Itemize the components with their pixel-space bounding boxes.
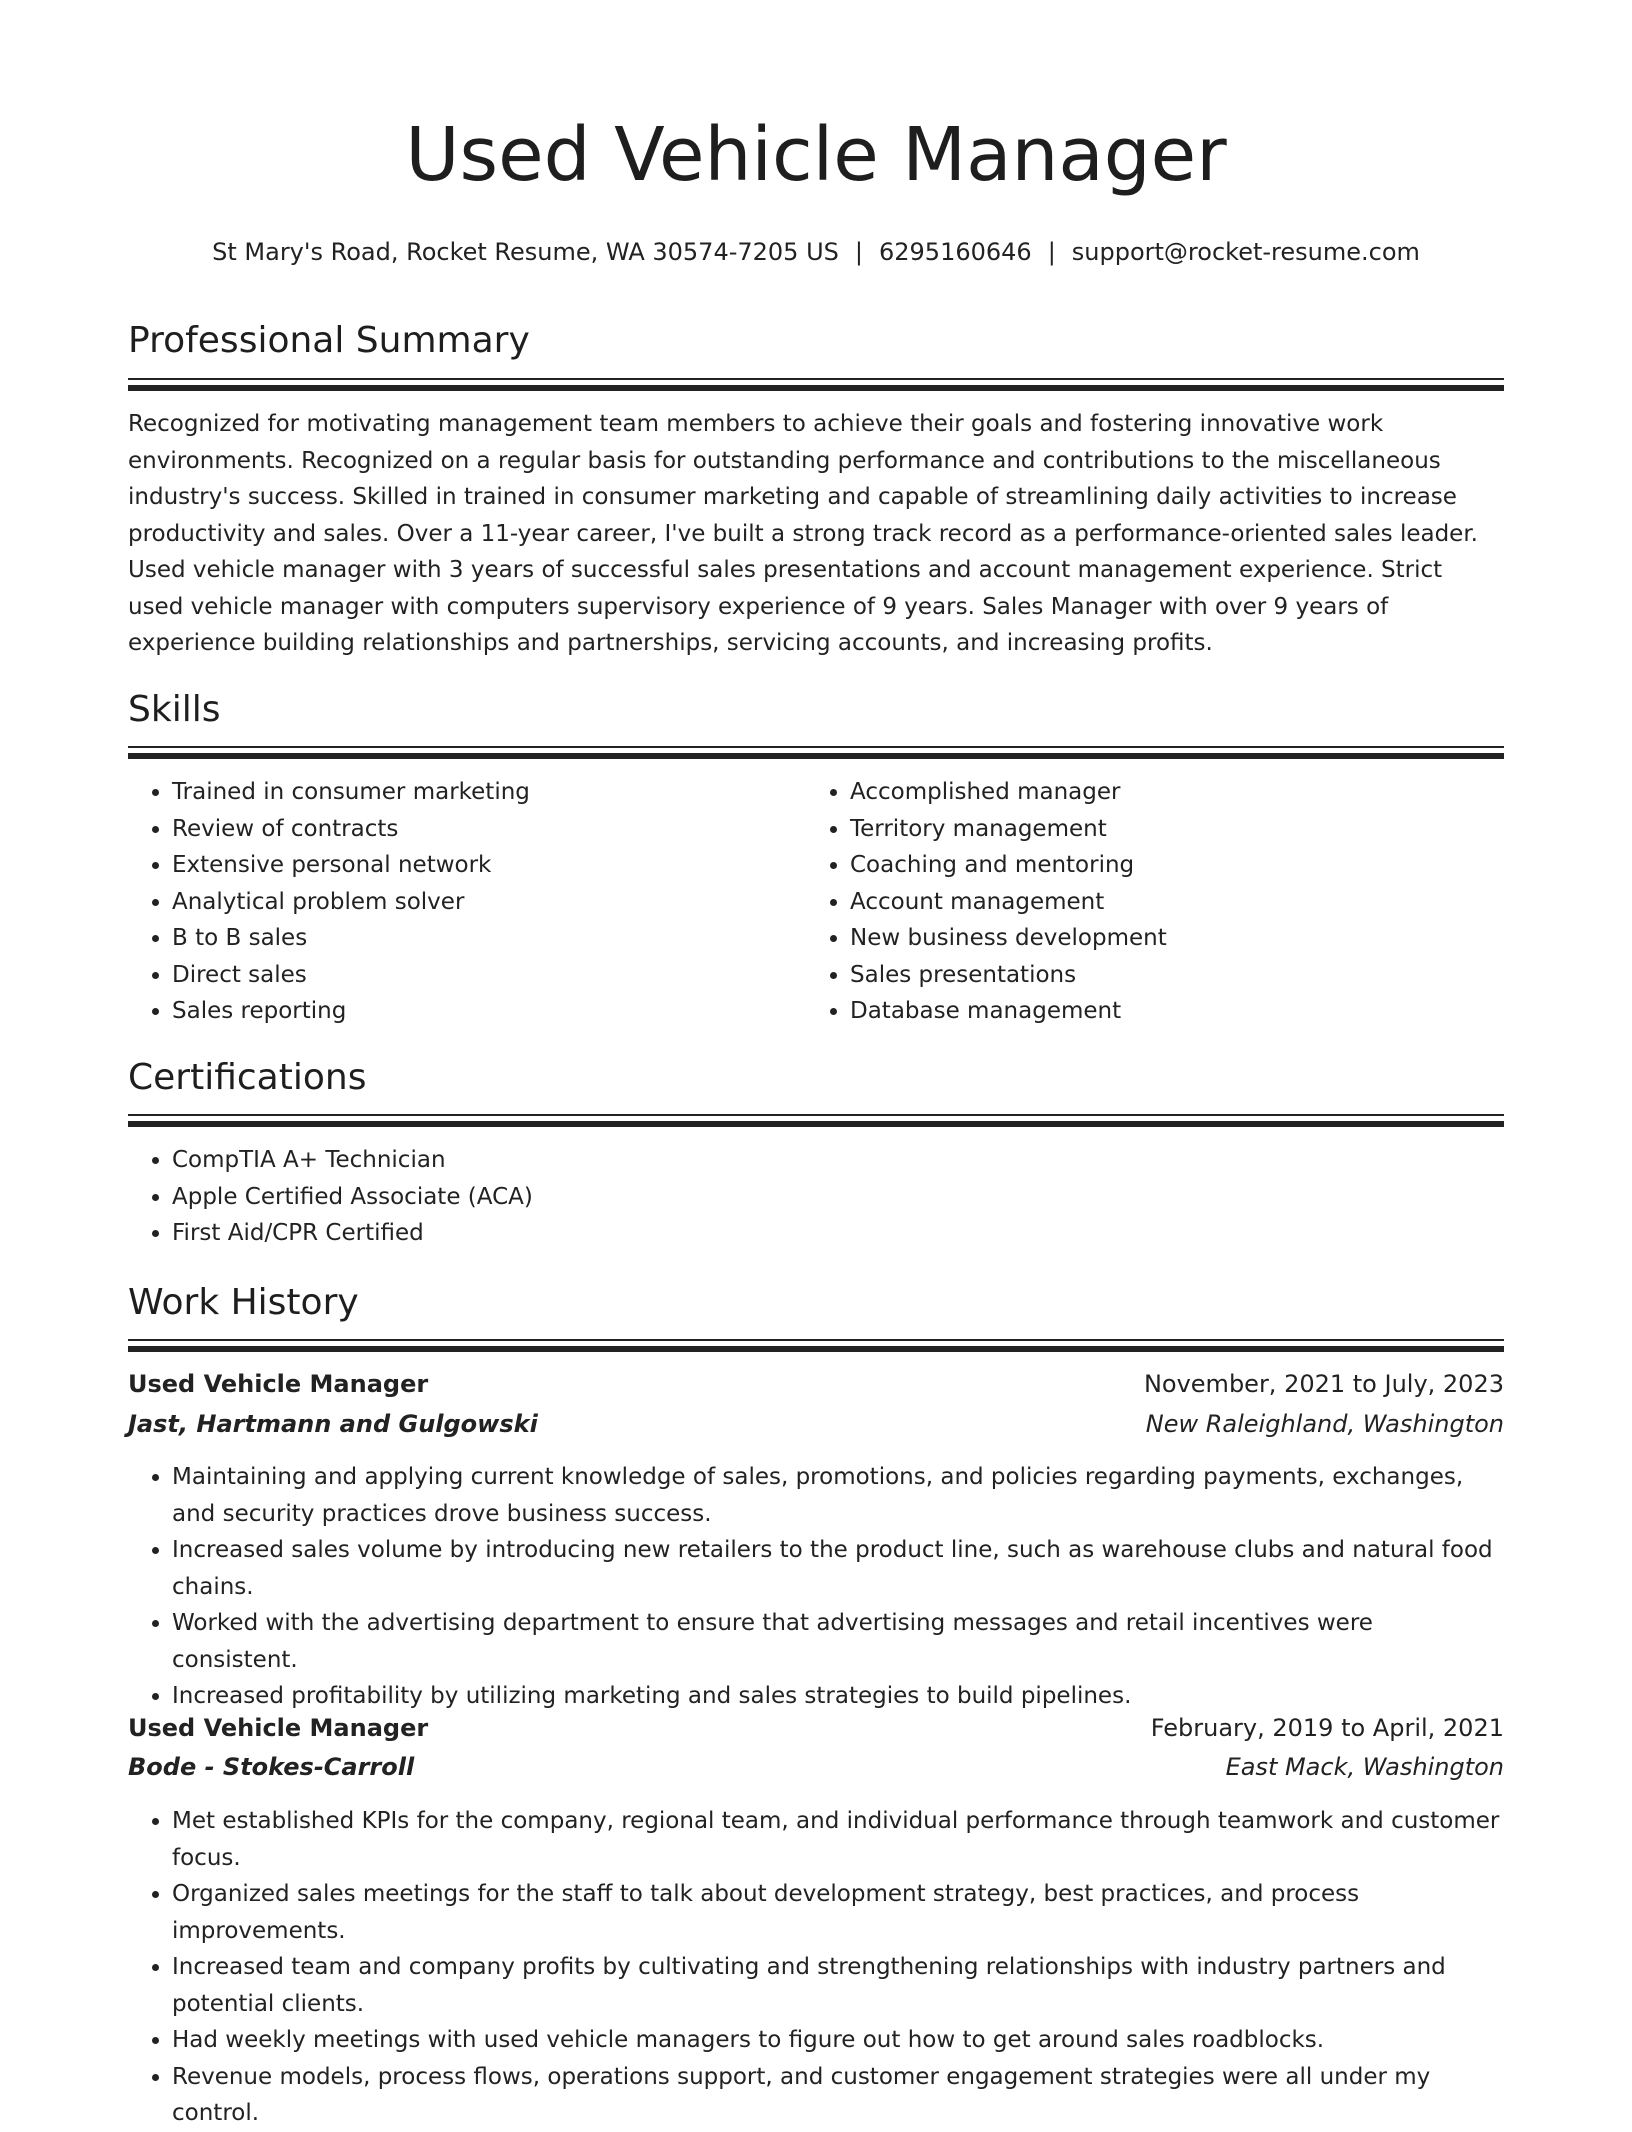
skills-right-list	[806, 774, 1446, 1030]
job-title: Used Vehicle Manager	[128, 1370, 429, 1398]
list-item: • Apple Certified Associate (ACA)	[172, 1179, 1504, 1216]
list-item: • Database management	[850, 993, 1446, 1030]
job-subheader-row	[128, 1410, 1504, 1446]
section-divider	[128, 385, 1504, 391]
list-item: • First Aid/CPR Certified	[172, 1215, 1504, 1252]
job-header-row	[128, 1370, 1504, 1406]
list-item: • Territory management	[850, 811, 1446, 848]
list-item: • Accomplished manager	[850, 774, 1446, 811]
contact-address: St Mary's Road, Rocket Resume, WA 30574-7205 US	[212, 238, 839, 266]
list-item: • Analytical problem solver	[172, 884, 768, 921]
work-section-header	[128, 1282, 1504, 1323]
list-item: • B to B sales	[172, 920, 768, 957]
summary-section-header	[128, 320, 1504, 361]
contact-email[interactable]: support@rocket-resume.com	[1071, 238, 1420, 266]
job-duties-list	[128, 1459, 1504, 1715]
section-divider	[128, 753, 1504, 759]
skills-heading: Skills	[128, 689, 221, 730]
job-title: Used Vehicle Manager	[128, 1714, 429, 1742]
contact-line	[128, 238, 1504, 266]
contact-separator: |	[854, 238, 863, 266]
job-duties-list	[128, 1803, 1504, 2132]
skills-right-column	[806, 774, 1446, 1030]
section-divider	[128, 1121, 1504, 1127]
job-company: Jast, Hartmann and Gulgowski	[128, 1410, 538, 1438]
list-item: • Revenue models, process flows, operations support, and customer engagement strategies were all under my control.	[172, 2059, 1504, 2132]
list-item: • Account management	[850, 884, 1446, 921]
list-item: • Review of contracts	[172, 811, 768, 848]
work-heading: Work History	[128, 1282, 359, 1323]
list-item: • CompTIA A+ Technician	[172, 1142, 1504, 1179]
list-item: • Coaching and mentoring	[850, 847, 1446, 884]
list-item: • Sales presentations	[850, 957, 1446, 994]
job-location: New Raleighland, Washington	[1145, 1410, 1504, 1438]
list-item: • Direct sales	[172, 957, 768, 994]
certifications-block	[128, 1142, 1504, 1252]
list-item: • Organized sales meetings for the staff to talk about development strategy, best practices, and process improvements.	[172, 1876, 1504, 1949]
skills-left-list	[128, 774, 768, 1030]
list-item: • New business development	[850, 920, 1446, 957]
section-divider	[128, 1114, 1504, 1116]
section-divider	[128, 378, 1504, 380]
job-dates: November, 2021 to July, 2023	[1143, 1370, 1504, 1398]
job-duties	[128, 1803, 1504, 2132]
list-item: • Increased profitability by utilizing marketing and sales strategies to build pipelines.	[172, 1678, 1504, 1715]
certifications-list	[128, 1142, 1504, 1252]
list-item: • Trained in consumer marketing	[172, 774, 768, 811]
contact-separator: |	[1047, 238, 1056, 266]
list-item: • Increased team and company profits by cultivating and strengthening relationships with industry partners and potential clients.	[172, 1949, 1504, 2022]
list-item: • Sales reporting	[172, 993, 768, 1030]
section-divider	[128, 1346, 1504, 1352]
summary-text: Recognized for motivating management team members to achieve their goals and fostering innovative work environments. Recognized on a regular basis for outstanding performance and contributions to the miscellaneous industry's success. Skilled in trained in consumer marketing and capable of streamlining daily activities to increase productivity and sales. Over a 11-year career, I've built a strong track record as a performance-oriented sales leader. Used vehicle manager with 3 years of successful sales presentations and account management experience. Strict used vehicle manager with computers supervisory experience of 9 years. Sales Manager with over 9 years of experience building relationships and partnerships, servicing accounts, and increasing profits.	[128, 411, 1478, 656]
certifications-heading: Certifications	[128, 1057, 367, 1098]
job-company: Bode - Stokes-Carroll	[128, 1753, 415, 1781]
job-header-row	[128, 1714, 1504, 1750]
job-subheader-row	[128, 1753, 1504, 1789]
section-divider	[128, 746, 1504, 748]
job-location: East Mack, Washington	[1225, 1753, 1504, 1781]
contact-phone: 6295160646	[878, 238, 1032, 266]
list-item: • Maintaining and applying current knowledge of sales, promotions, and policies regarding payments, exchanges, and security practices drove business success.	[172, 1459, 1504, 1532]
list-item: • Met established KPIs for the company, regional team, and individual performance through teamwork and customer focus.	[172, 1803, 1504, 1876]
list-item: • Worked with the advertising department to ensure that advertising messages and retail incentives were consistent.	[172, 1605, 1504, 1678]
job-dates: February, 2019 to April, 2021	[1150, 1714, 1504, 1742]
job-duties	[128, 1459, 1504, 1715]
list-item: • Extensive personal network	[172, 847, 768, 884]
resume-title: Used Vehicle Manager	[405, 112, 1227, 198]
certifications-section-header	[128, 1057, 1504, 1098]
section-divider	[128, 1339, 1504, 1341]
summary-heading: Professional Summary	[128, 320, 530, 361]
skills-section-header	[128, 689, 1504, 730]
skills-left-column	[128, 774, 768, 1030]
list-item: • Increased sales volume by introducing new retailers to the product line, such as warehouse clubs and natural food chains.	[172, 1532, 1504, 1605]
list-item: • Had weekly meetings with used vehicle managers to figure out how to get around sales roadblocks.	[172, 2022, 1504, 2059]
